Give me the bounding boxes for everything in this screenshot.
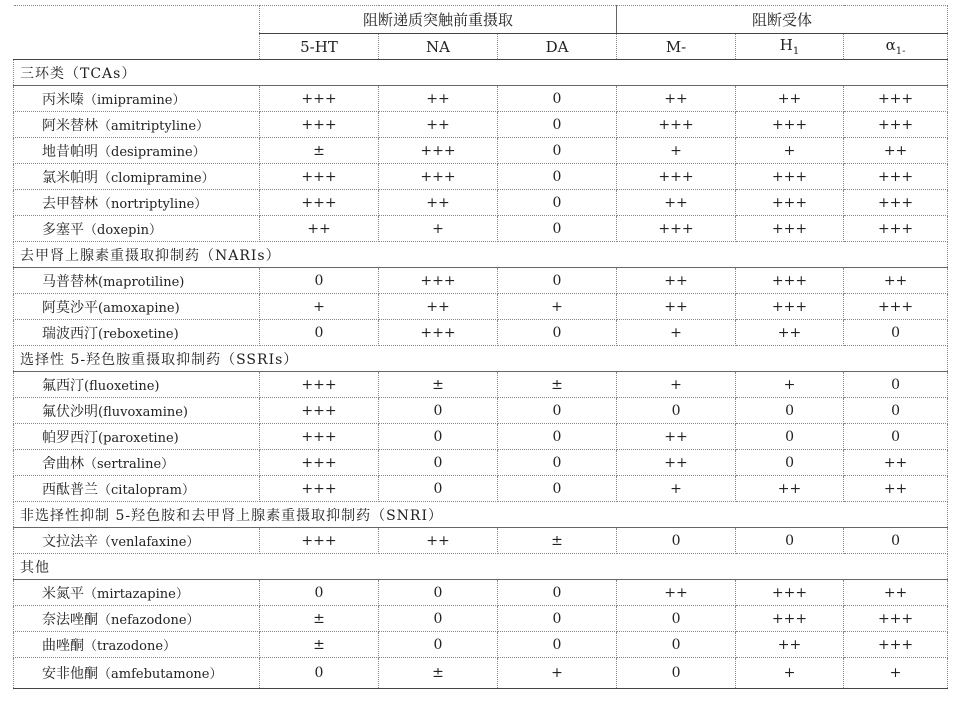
table-row — [14, 632, 948, 658]
value-cell-m: 0 — [617, 632, 736, 658]
value-cell-5ht: +++ — [260, 450, 379, 476]
table-row — [14, 190, 948, 216]
table-body — [14, 60, 948, 689]
drug-name-cell — [14, 528, 260, 554]
value-cell-alpha1: +++ — [844, 112, 948, 138]
drug-name-cell — [14, 606, 260, 632]
value-cell-alpha1: +++ — [844, 606, 948, 632]
value-cell-na: +++ — [379, 138, 498, 164]
value-cell-5ht: +++ — [260, 476, 379, 502]
drug-name-en: (amoxapine) — [98, 300, 180, 316]
drug-name-en: （imipramine） — [84, 92, 186, 108]
value-cell-da: 0 — [498, 632, 617, 658]
drug-name-en: (maprotiline) — [98, 274, 185, 290]
drug-name-cell — [14, 216, 260, 242]
section-row — [14, 502, 948, 528]
value-cell-alpha1: +++ — [844, 632, 948, 658]
value-cell-na: ± — [379, 658, 498, 689]
value-cell-m: ++ — [617, 424, 736, 450]
value-cell-da: 0 — [498, 268, 617, 294]
drug-name-cell — [14, 268, 260, 294]
drug-name-cell — [14, 658, 260, 689]
value-cell-h1: ++ — [736, 320, 844, 346]
table-row — [14, 112, 948, 138]
header-group-receptor: 阻断受体 — [617, 6, 948, 34]
value-cell-h1: +++ — [736, 580, 844, 606]
drug-name-cell — [14, 580, 260, 606]
value-cell-m: + — [617, 476, 736, 502]
value-cell-alpha1: +++ — [844, 216, 948, 242]
value-cell-h1: + — [736, 658, 844, 689]
drug-name-zh: 氟伏沙明 — [42, 403, 98, 420]
value-cell-h1: +++ — [736, 190, 844, 216]
value-cell-m: ++ — [617, 580, 736, 606]
drug-name-en: (fluoxetine) — [84, 378, 160, 394]
table-row — [14, 294, 948, 320]
value-cell-m: +++ — [617, 216, 736, 242]
drug-name-en: （clomipramine） — [98, 170, 215, 186]
value-cell-5ht: ± — [260, 606, 379, 632]
value-cell-m: 0 — [617, 658, 736, 689]
value-cell-na: 0 — [379, 476, 498, 502]
value-cell-5ht: 0 — [260, 658, 379, 689]
value-cell-m: ++ — [617, 268, 736, 294]
value-cell-m: ++ — [617, 294, 736, 320]
value-cell-na: + — [379, 216, 498, 242]
value-cell-na: ++ — [379, 528, 498, 554]
drug-name-zh: 米氮平 — [42, 585, 84, 602]
table-row — [14, 86, 948, 112]
value-cell-h1: 0 — [736, 528, 844, 554]
value-cell-na: 0 — [379, 606, 498, 632]
value-cell-h1: +++ — [736, 216, 844, 242]
value-cell-da: ± — [498, 528, 617, 554]
value-cell-da: 0 — [498, 476, 617, 502]
drug-name-cell — [14, 450, 260, 476]
value-cell-alpha1: ++ — [844, 450, 948, 476]
value-cell-alpha1: ++ — [844, 580, 948, 606]
drug-name-cell — [14, 112, 260, 138]
value-cell-5ht: 0 — [260, 268, 379, 294]
value-cell-m: 0 — [617, 528, 736, 554]
value-cell-alpha1: 0 — [844, 424, 948, 450]
value-cell-m: ++ — [617, 450, 736, 476]
value-cell-da: 0 — [498, 450, 617, 476]
drug-name-en: (reboxetine) — [98, 326, 179, 342]
drug-name-zh: 舍曲林 — [42, 455, 84, 472]
value-cell-alpha1: ++ — [844, 138, 948, 164]
drug-name-zh: 文拉法辛 — [42, 533, 98, 550]
value-cell-alpha1: 0 — [844, 398, 948, 424]
value-cell-5ht: +++ — [260, 372, 379, 398]
drug-name-en: （desipramine） — [98, 144, 206, 160]
value-cell-h1: 0 — [736, 424, 844, 450]
value-cell-h1: ++ — [736, 632, 844, 658]
value-cell-m: + — [617, 320, 736, 346]
table-row — [14, 580, 948, 606]
value-cell-alpha1: 0 — [844, 372, 948, 398]
value-cell-alpha1: +++ — [844, 294, 948, 320]
section-row — [14, 554, 948, 580]
table-row — [14, 398, 948, 424]
drug-name-en: （mirtazapine） — [84, 586, 189, 602]
drug-name-en: （amfebutamone） — [98, 667, 223, 682]
value-cell-na: +++ — [379, 320, 498, 346]
drug-name-zh: 西酞普兰 — [42, 481, 98, 498]
value-cell-na: 0 — [379, 424, 498, 450]
drug-name-zh: 瑞波西汀 — [42, 325, 98, 342]
section-row — [14, 60, 948, 86]
drug-name-zh: 氟西汀 — [42, 377, 84, 394]
value-cell-da: 0 — [498, 606, 617, 632]
drug-name-cell — [14, 476, 260, 502]
col-header-alpha1: $\alpha_{1-}$ — [844, 34, 948, 60]
value-cell-h1: 0 — [736, 450, 844, 476]
drug-name-cell — [14, 320, 260, 346]
drug-name-cell — [14, 86, 260, 112]
table-row — [14, 424, 948, 450]
value-cell-na: ++ — [379, 190, 498, 216]
table-row — [14, 658, 948, 689]
value-cell-da: 0 — [498, 190, 617, 216]
value-cell-5ht: +++ — [260, 190, 379, 216]
value-cell-5ht: +++ — [260, 424, 379, 450]
value-cell-5ht: +++ — [260, 164, 379, 190]
value-cell-h1: ++ — [736, 86, 844, 112]
value-cell-na: ++ — [379, 112, 498, 138]
value-cell-h1: ++ — [736, 476, 844, 502]
value-cell-m: ++ — [617, 86, 736, 112]
table-row — [14, 216, 948, 242]
value-cell-h1: +++ — [736, 164, 844, 190]
drug-name-cell — [14, 372, 260, 398]
drug-name-cell — [14, 190, 260, 216]
table-row — [14, 528, 948, 554]
drug-name-zh: 地昔帕明 — [42, 143, 98, 160]
drug-name-en: （trazodone） — [84, 638, 177, 654]
col-header-da: DA — [498, 34, 617, 60]
section-title: 选择性 5-羟色胺重摄取抑制药（SSRIs） — [14, 346, 948, 372]
value-cell-da: 0 — [498, 164, 617, 190]
value-cell-da: 0 — [498, 112, 617, 138]
value-cell-na: 0 — [379, 632, 498, 658]
value-cell-m: +++ — [617, 112, 736, 138]
value-cell-da: ± — [498, 372, 617, 398]
value-cell-h1: +++ — [736, 112, 844, 138]
table-row — [14, 450, 948, 476]
value-cell-alpha1: + — [844, 658, 948, 689]
drug-name-zh: 安非他酮 — [42, 666, 98, 682]
drug-receptor-table — [13, 5, 948, 689]
value-cell-alpha1: +++ — [844, 190, 948, 216]
drug-name-en: （nortriptyline） — [98, 196, 208, 212]
table-row — [14, 268, 948, 294]
table-row — [14, 164, 948, 190]
col-header-m: M- — [617, 34, 736, 60]
value-cell-na: +++ — [379, 164, 498, 190]
drug-name-en: （nefazodone） — [98, 612, 200, 628]
value-cell-alpha1: +++ — [844, 164, 948, 190]
value-cell-h1: +++ — [736, 268, 844, 294]
value-cell-5ht: 0 — [260, 580, 379, 606]
drug-name-zh: 奈法唑酮 — [42, 611, 98, 628]
value-cell-m: ++ — [617, 190, 736, 216]
value-cell-m: +++ — [617, 164, 736, 190]
value-cell-da: 0 — [498, 424, 617, 450]
drug-name-zh: 马普替林 — [42, 273, 98, 290]
section-row — [14, 242, 948, 268]
section-title: 三环类（TCAs） — [14, 60, 948, 86]
table-row — [14, 138, 948, 164]
table-row — [14, 372, 948, 398]
value-cell-alpha1: ++ — [844, 268, 948, 294]
value-cell-m: + — [617, 138, 736, 164]
value-cell-na: ± — [379, 372, 498, 398]
drug-name-cell — [14, 398, 260, 424]
drug-name-en: （doxepin） — [84, 222, 163, 238]
value-cell-h1: + — [736, 138, 844, 164]
value-cell-na: ++ — [379, 294, 498, 320]
drug-name-zh: 氯米帕明 — [42, 169, 98, 186]
drug-name-zh: 阿莫沙平 — [42, 299, 98, 316]
drug-name-en: （sertraline） — [84, 456, 175, 472]
value-cell-m: 0 — [617, 398, 736, 424]
value-cell-m: + — [617, 372, 736, 398]
drug-name-cell — [14, 294, 260, 320]
value-cell-da: + — [498, 294, 617, 320]
value-cell-da: 0 — [498, 398, 617, 424]
value-cell-na: ++ — [379, 86, 498, 112]
value-cell-da: 0 — [498, 86, 617, 112]
drug-name-zh: 丙米嗪 — [42, 91, 84, 108]
value-cell-5ht: +++ — [260, 528, 379, 554]
table-row — [14, 320, 948, 346]
drug-name-cell — [14, 424, 260, 450]
value-cell-da: 0 — [498, 320, 617, 346]
drug-name-zh: 阿米替林 — [42, 117, 98, 134]
value-cell-na: +++ — [379, 268, 498, 294]
value-cell-5ht: ± — [260, 138, 379, 164]
drug-name-cell — [14, 632, 260, 658]
value-cell-5ht: ± — [260, 632, 379, 658]
value-cell-alpha1: 0 — [844, 320, 948, 346]
value-cell-alpha1: ++ — [844, 476, 948, 502]
drug-name-zh: 曲唑酮 — [42, 637, 84, 654]
drug-name-en: (fluvoxamine) — [98, 404, 188, 420]
drug-name-zh: 去甲替林 — [42, 195, 98, 212]
value-cell-alpha1: +++ — [844, 86, 948, 112]
value-cell-m: 0 — [617, 606, 736, 632]
section-title: 非选择性抑制 5-羟色胺和去甲肾上腺素重摄取抑制药（SNRI） — [14, 502, 948, 528]
header-group-reuptake: 阻断递质突触前重摄取 — [260, 6, 617, 34]
drug-name-en: （venlafaxine） — [98, 534, 200, 550]
value-cell-da: 0 — [498, 580, 617, 606]
drug-name-en: (paroxetine) — [98, 430, 179, 446]
value-cell-5ht: 0 — [260, 320, 379, 346]
col-header-5ht: 5-HT — [260, 34, 379, 60]
value-cell-h1: +++ — [736, 606, 844, 632]
drug-name-en: （amitriptyline） — [98, 118, 210, 134]
table-row — [14, 606, 948, 632]
table-row — [14, 476, 948, 502]
drug-name-en: （citalopram） — [98, 482, 196, 498]
col-header-h1: $H_1$ — [736, 34, 844, 60]
value-cell-da: 0 — [498, 216, 617, 242]
section-title: 其他 — [14, 554, 948, 580]
value-cell-na: 0 — [379, 398, 498, 424]
value-cell-5ht: + — [260, 294, 379, 320]
section-row — [14, 346, 948, 372]
value-cell-h1: 0 — [736, 398, 844, 424]
value-cell-5ht: +++ — [260, 86, 379, 112]
value-cell-alpha1: 0 — [844, 528, 948, 554]
value-cell-5ht: +++ — [260, 112, 379, 138]
header-row-groups — [14, 6, 948, 34]
drug-name-cell — [14, 164, 260, 190]
value-cell-5ht: ++ — [260, 216, 379, 242]
value-cell-h1: +++ — [736, 294, 844, 320]
header-corner — [14, 6, 260, 60]
section-title: 去甲肾上腺素重摄取抑制药（NARIs） — [14, 242, 948, 268]
value-cell-da: + — [498, 658, 617, 689]
drug-name-zh: 多塞平 — [42, 221, 84, 238]
value-cell-na: 0 — [379, 580, 498, 606]
value-cell-da: 0 — [498, 138, 617, 164]
drug-name-zh: 帕罗西汀 — [42, 429, 98, 446]
value-cell-5ht: +++ — [260, 398, 379, 424]
col-header-na: NA — [379, 34, 498, 60]
value-cell-na: 0 — [379, 450, 498, 476]
drug-name-cell — [14, 138, 260, 164]
value-cell-h1: + — [736, 372, 844, 398]
